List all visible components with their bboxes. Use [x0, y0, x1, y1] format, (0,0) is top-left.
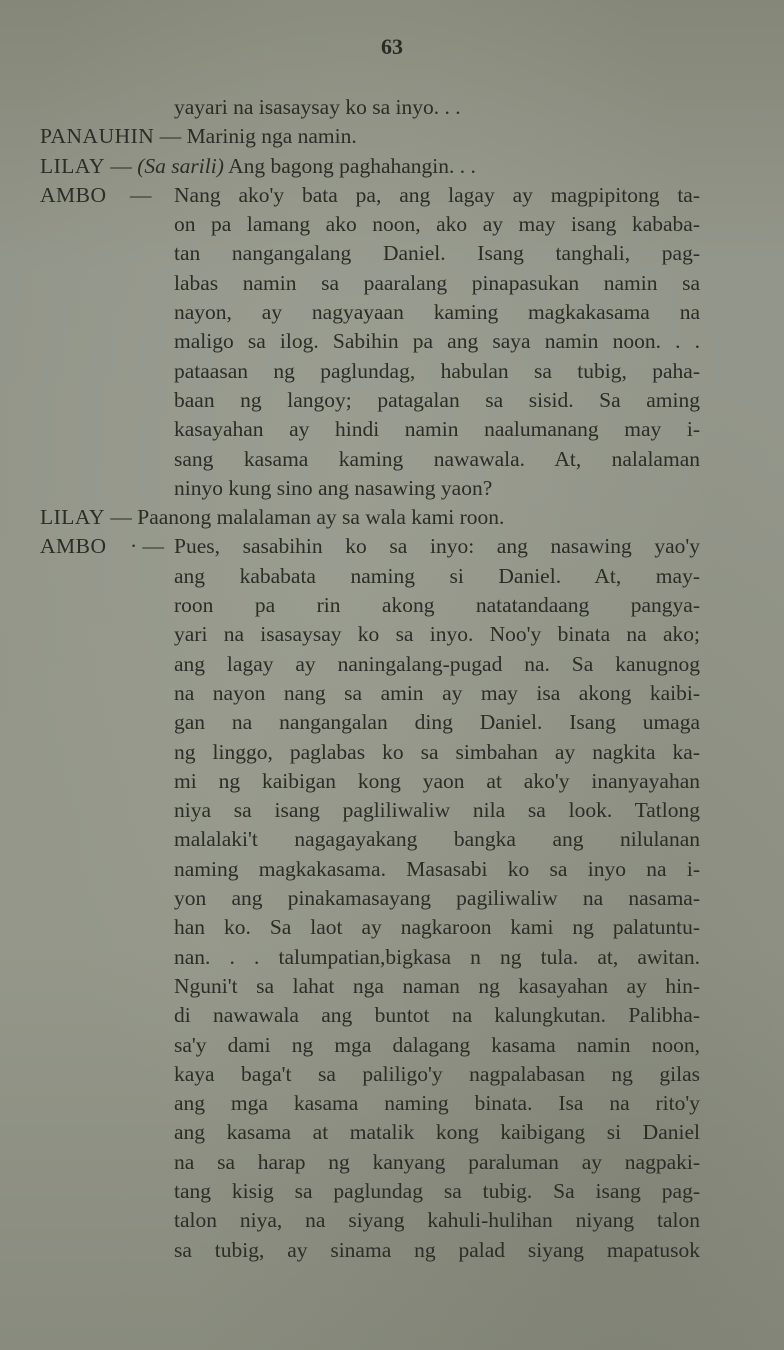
- line-text: Nang ako'y bata pa, ang lagay ay magpipitong ta-: [174, 182, 700, 207]
- line-text: Nguni't sa lahat nga naman ng kasayahan ay hin-: [174, 973, 700, 998]
- line-text: di nawawala ang buntot na kalungkutan. Palibha-: [174, 1003, 700, 1028]
- line-text: roon pa rin akong natatandaang pangya-: [174, 593, 700, 618]
- line-text: talon niya, na siyang kahuli-hulihan niyang talon: [174, 1208, 700, 1233]
- line-text: na nayon nang sa amin ay may isa akong kaibi-: [174, 680, 700, 705]
- text-line: [40, 679, 720, 708]
- text-line: [40, 269, 720, 298]
- line-text: on pa lamang ako noon, ako ay may isang kababa-: [174, 212, 700, 237]
- text-line: [40, 1148, 720, 1177]
- line-text: han ko. Sa laot ay nagkaroon kami ng palatuntu-: [174, 915, 700, 940]
- text-line: [40, 972, 720, 1001]
- speaker-line: [40, 152, 720, 181]
- line-text: Pues, sasabihin ko sa inyo: ang nasawing yao'y: [174, 534, 700, 559]
- text-line: [40, 708, 720, 737]
- line-text: kasayahan ay hindi namin naalumanang may i-: [174, 417, 700, 442]
- speaker-name: LILAY: [40, 153, 106, 178]
- line-text: baan ng langoy; patagalan sa sisid. Sa aming: [174, 387, 700, 412]
- line-text: sa tubig, ay sinama ng palad siyang mapatusok: [174, 1237, 700, 1262]
- page-body-text: [40, 93, 720, 1265]
- page-number: 63: [381, 34, 403, 59]
- speaker-line: [40, 503, 720, 532]
- line-text: malalaki't nagagayakang bangka ang nilulanan: [174, 827, 700, 852]
- line-text: niya sa isang pagliliwaliw nila sa look. Tatlong: [174, 798, 700, 823]
- text-line: [40, 562, 720, 591]
- stage-direction: (Sa sarili): [137, 153, 224, 178]
- line-text: Ang bagong paghahangin. . .: [228, 153, 476, 178]
- text-line: [40, 913, 720, 942]
- line-text: ang mga kasama naming binata. Isa na rito'y: [174, 1091, 700, 1116]
- text-line: [40, 357, 720, 386]
- speaker-dash: —: [110, 153, 132, 178]
- line-text: ang lagay ay naningalang-pugad na. Sa kanugnog: [174, 651, 700, 676]
- text-line: [40, 943, 720, 972]
- text-line: [40, 884, 720, 913]
- line-text: na sa harap ng kanyang paraluman ay nagpaki-: [174, 1149, 700, 1174]
- text-line: [40, 1206, 720, 1235]
- speaker-dash: —: [159, 124, 182, 149]
- speaker-line: [40, 181, 720, 210]
- text-line: [40, 298, 720, 327]
- line-text: mi ng kaibigan kong yaon at ako'y inanyayahan: [174, 768, 700, 793]
- speaker-name: AMBO: [40, 182, 107, 207]
- text-line: [40, 415, 720, 444]
- text-line: [40, 620, 720, 649]
- speaker-dash: —: [130, 182, 152, 207]
- text-line: [40, 1118, 720, 1147]
- speaker-line: [40, 532, 720, 561]
- line-text: kaya baga't sa paliligo'y nagpalabasan ng gilas: [174, 1061, 700, 1086]
- line-text: yayari na isasaysay ko sa inyo. . .: [174, 95, 461, 119]
- line-text: sa'y dami ng mga dalagang kasama namin noon,: [174, 1032, 700, 1057]
- speaker-dash: · —: [130, 534, 165, 559]
- speaker-name: LILAY: [40, 505, 106, 530]
- text-line: [40, 474, 720, 503]
- text-line: [40, 210, 720, 239]
- text-line: [40, 591, 720, 620]
- line-text: ng linggo, paglabas ko sa simbahan ay nagkita ka-: [174, 739, 700, 764]
- text-line: [40, 796, 720, 825]
- line-text: nan. . . talumpatian,bigkasa n ng tula. at, awitan.: [174, 944, 700, 969]
- line-text: ang kasama at matalik kong kaibigang si Daniel: [174, 1120, 700, 1145]
- line-text: nayon, ay nagyayaan kaming magkakasama na: [174, 300, 700, 325]
- text-line: [40, 825, 720, 854]
- line-text: tan nangangalang Daniel. Isang tanghali, pag-: [174, 241, 700, 266]
- line-text: ninyo kung sino ang nasawing yaon?: [174, 475, 493, 500]
- text-line: [40, 327, 720, 356]
- text-line: [40, 445, 720, 474]
- text-line: [40, 1001, 720, 1030]
- text-line: [40, 738, 720, 767]
- line-text: gan na nangangalan ding Daniel. Isang umaga: [174, 710, 700, 735]
- speaker-dash: —: [110, 505, 132, 530]
- text-line: [40, 93, 720, 122]
- line-text: naming magkakasama. Masasabi ko sa inyo na i-: [174, 856, 700, 881]
- speaker-name: AMBO: [40, 534, 107, 559]
- line-text: Paanong malalaman ay sa wala kami roon.: [137, 505, 505, 530]
- line-text: tang kisig sa paglundag sa tubig. Sa isang pag-: [174, 1178, 700, 1203]
- text-line: [40, 855, 720, 884]
- speaker-line: [40, 122, 720, 151]
- line-text: pataasan ng paglundag, habulan sa tubig, paha-: [174, 358, 700, 383]
- text-line: [40, 767, 720, 796]
- line-text: yon ang pinakamasayang pagiliwaliw na nasama-: [174, 886, 700, 911]
- text-line: [40, 386, 720, 415]
- text-line: [40, 1177, 720, 1206]
- line-text: maligo sa ilog. Sabihin pa ang saya namin noon. . .: [174, 329, 700, 354]
- speaker-name: PANAUHIN: [40, 124, 155, 149]
- line-text: Marinig nga namin.: [186, 124, 357, 149]
- text-line: [40, 1089, 720, 1118]
- text-line: [40, 1236, 720, 1265]
- text-line: [40, 239, 720, 268]
- line-text: yari na isasaysay ko sa inyo. Noo'y binata na ako;: [174, 622, 700, 647]
- text-line: [40, 1060, 720, 1089]
- line-text: ang kababata naming si Daniel. At, may-: [174, 563, 700, 588]
- line-text: labas namin sa paaralang pinapasukan namin sa: [174, 270, 700, 295]
- text-line: [40, 650, 720, 679]
- line-text: sang kasama kaming nawawala. At, nalalaman: [174, 446, 700, 471]
- text-line: [40, 1031, 720, 1060]
